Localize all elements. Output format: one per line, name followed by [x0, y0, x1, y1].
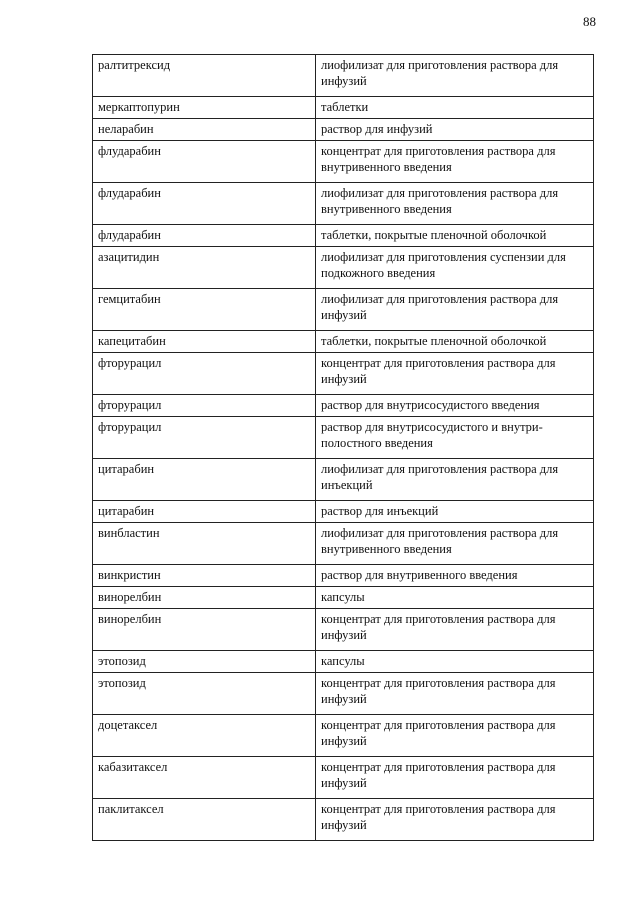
drug-name-cell: цитарабин	[93, 501, 316, 523]
dosage-form-cell: концентрат для приготовления раствора для внутривенного введения	[316, 141, 594, 183]
dosage-form-cell: лиофилизат для приготовления раствора для внутривенного введения	[316, 183, 594, 225]
table-row	[93, 799, 594, 841]
table-row	[93, 353, 594, 395]
dosage-form-cell: концентрат для приготовления раствора для инфузий	[316, 609, 594, 651]
table-row	[93, 395, 594, 417]
table-row	[93, 331, 594, 353]
page-number: 88	[583, 14, 596, 29]
table-row	[93, 501, 594, 523]
drug-name-cell: неларабин	[93, 119, 316, 141]
drug-name-cell: паклитаксел	[93, 799, 316, 841]
drug-name-cell: этопозид	[93, 673, 316, 715]
dosage-form-cell: лиофилизат для приготовления суспензии для подкожного введения	[316, 247, 594, 289]
drug-name-cell: фторурацил	[93, 417, 316, 459]
table-row	[93, 289, 594, 331]
table-row	[93, 417, 594, 459]
table-body	[93, 55, 594, 841]
table-row	[93, 247, 594, 289]
drug-name-cell: цитарабин	[93, 459, 316, 501]
drug-name-cell: фторурацил	[93, 353, 316, 395]
table-row	[93, 565, 594, 587]
drug-table	[92, 54, 594, 841]
table-row	[93, 673, 594, 715]
drug-name-cell: меркаптопурин	[93, 97, 316, 119]
dosage-form-cell: концентрат для приготовления раствора для инфузий	[316, 799, 594, 841]
dosage-form-cell: таблетки, покрытые пленочной оболочкой	[316, 331, 594, 353]
dosage-form-cell: капсулы	[316, 651, 594, 673]
drug-name-cell: этопозид	[93, 651, 316, 673]
drug-name-cell: доцетаксел	[93, 715, 316, 757]
dosage-form-cell: таблетки	[316, 97, 594, 119]
table-row	[93, 715, 594, 757]
table-row	[93, 587, 594, 609]
dosage-form-cell: раствор для инъекций	[316, 501, 594, 523]
table-row	[93, 55, 594, 97]
table-row	[93, 609, 594, 651]
drug-name-cell: гемцитабин	[93, 289, 316, 331]
drug-name-cell: винбластин	[93, 523, 316, 565]
dosage-form-cell: раствор для инфузий	[316, 119, 594, 141]
drug-name-cell: фторурацил	[93, 395, 316, 417]
drug-name-cell: винкристин	[93, 565, 316, 587]
drug-name-cell: флударабин	[93, 141, 316, 183]
dosage-form-cell: лиофилизат для приготовления раствора для инъекций	[316, 459, 594, 501]
drug-name-cell: ралтитрексид	[93, 55, 316, 97]
table-row	[93, 97, 594, 119]
table-row	[93, 225, 594, 247]
table-row	[93, 119, 594, 141]
dosage-form-cell: концентрат для приготовления раствора для инфузий	[316, 353, 594, 395]
table-row	[93, 141, 594, 183]
drug-name-cell: флударабин	[93, 225, 316, 247]
drug-name-cell: винорелбин	[93, 587, 316, 609]
table-row	[93, 757, 594, 799]
drug-name-cell: азацитидин	[93, 247, 316, 289]
table-row	[93, 523, 594, 565]
table-row	[93, 459, 594, 501]
drug-name-cell: флударабин	[93, 183, 316, 225]
dosage-form-cell: раствор для внутривенного введения	[316, 565, 594, 587]
dosage-form-cell: концентрат для приготовления раствора для инфузий	[316, 715, 594, 757]
dosage-form-cell: таблетки, покрытые пленочной оболочкой	[316, 225, 594, 247]
table-row	[93, 651, 594, 673]
dosage-form-cell: лиофилизат для приготовления раствора для внутривенного введения	[316, 523, 594, 565]
dosage-form-cell: раствор для внутрисосудистого и внутри-полостного введения	[316, 417, 594, 459]
dosage-form-cell: концентрат для приготовления раствора для инфузий	[316, 673, 594, 715]
drug-name-cell: винорелбин	[93, 609, 316, 651]
table-row	[93, 183, 594, 225]
dosage-form-cell: раствор для внутрисосудистого введения	[316, 395, 594, 417]
dosage-form-cell: лиофилизат для приготовления раствора для инфузий	[316, 289, 594, 331]
drug-name-cell: кабазитаксел	[93, 757, 316, 799]
dosage-form-cell: лиофилизат для приготовления раствора для инфузий	[316, 55, 594, 97]
drug-name-cell: капецитабин	[93, 331, 316, 353]
dosage-form-cell: концентрат для приготовления раствора для инфузий	[316, 757, 594, 799]
dosage-form-cell: капсулы	[316, 587, 594, 609]
